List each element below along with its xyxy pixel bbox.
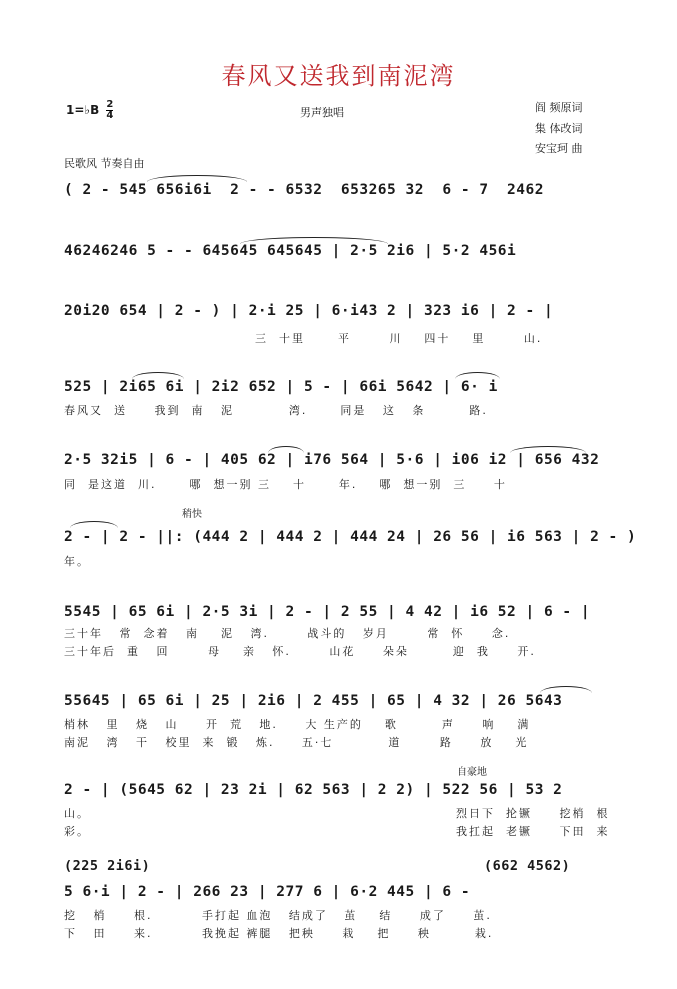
score-line-1: ( 2 - 545 656i6i 2 - - 6532 653265 32 6 - 7 2462 [64,182,544,198]
lyric-line-10a: 挖 梢 根. 手打起 血泡 结成了 茧 结 成了 茧. [64,909,492,922]
slur-mark [455,372,500,379]
lyric-line-7b: 三十年后 重 回 母 亲 怀. 山花 朵朵 迎 我 开. [64,645,536,658]
lyric-line-6: 年。 [64,555,90,568]
slur-mark [268,446,304,453]
credit-adaptation: 集 体改词 [535,122,583,135]
key-signature [66,100,113,121]
interlude-left: (225 2i6i) [64,858,151,874]
key-prefix: 1= [66,103,85,117]
tempo-marking: 稍快 [182,509,202,520]
lyric-line-9a-right: 烈日下 抡镢 挖梢 根 [456,807,610,820]
slur-mark [132,372,184,379]
subtitle: 男声独唱 [300,106,344,119]
interlude-right: (662 4562) [484,858,571,874]
lyric-line-10b: 下 田 来. 我挽起 裤腿 把秧 栽 把 秧 栽. [64,927,494,940]
key-note: ♭B [84,103,100,117]
score-line-9: 2 - | (5645 62 | 23 2i | 62 563 | 2 2) | 522 56 | 53 2 [64,782,563,798]
song-title: 春风又送我到南泥湾 [221,62,456,90]
slur-mark [240,237,388,244]
style-marking: 民歌风 节奏自由 [64,157,145,170]
lyric-line-9b-left: 彩。 [64,825,90,838]
score-line-5: 2·5 32i5 | 6 - | 405 62 | i76 564 | 5·6 | i06 i2 | 656 432 [64,452,600,468]
lyric-line-7a: 三十年 常 念着 南 泥 湾. 战斗的 岁月 常 怀 念. [64,627,511,640]
lyric-line-8b: 南泥 湾 干 校里 来 锻 炼. 五·七 道 路 放 光 [64,736,529,749]
score-line-6: 2 - | 2 - ||: (444 2 | 444 2 | 444 24 | 26 56 | i6 563 | 2 - ) [64,529,637,545]
lyric-line-3: 三 十里 平 川 四十 里 山. [255,332,543,345]
score-line-3: 20i20 654 | 2 - ) | 2·i 25 | 6·i43 2 | 323 i6 | 2 - | [64,303,554,319]
time-signature [106,100,113,121]
lyric-line-9b-right: 我扛起 老镢 下田 来 [456,825,610,838]
expression-marking: 自豪地 [457,767,487,778]
score-line-8: 55645 | 65 6i | 25 | 2i6 | 2 455 | 65 | 4 32 | 26 5643 [64,693,563,709]
lyric-line-5: 同 是这道 川. 哪 想一别 三 十 年. 哪 想一别 三 十 [64,478,507,491]
lyric-line-8a: 梢林 里 烧 山 开 荒 地. 大 生产的 歌 声 响 满 [64,718,531,731]
slur-mark [147,175,247,182]
time-bottom: 4 [106,110,114,121]
slur-mark [510,446,586,453]
lyric-line-4: 春风又 送 我到 南 泥 湾. 同是 这 条 路. [64,404,488,417]
slur-mark [540,686,592,693]
time-top: 2 [106,99,114,110]
lyric-line-9a-left: 山。 [64,807,90,820]
score-line-2: 46246246 5 - - 645645 645645 | 2·5 2i6 | 5·2 456i [64,243,517,259]
score-line-10: 5 6·i | 2 - | 266 23 | 277 6 | 6·2 445 | 6 - [64,884,471,900]
credit-composer: 安宝珂 曲 [535,142,583,155]
slur-mark [70,521,118,528]
score-line-4: 525 | 2i65 6i | 2i2 652 | 5 - | 66i 5642 | 6· i [64,379,498,395]
score-line-7: 5545 | 65 6i | 2·5 3i | 2 - | 2 55 | 4 42 | i6 52 | 6 - | [64,604,591,620]
credit-lyricist: 阎 频原词 [535,101,583,114]
